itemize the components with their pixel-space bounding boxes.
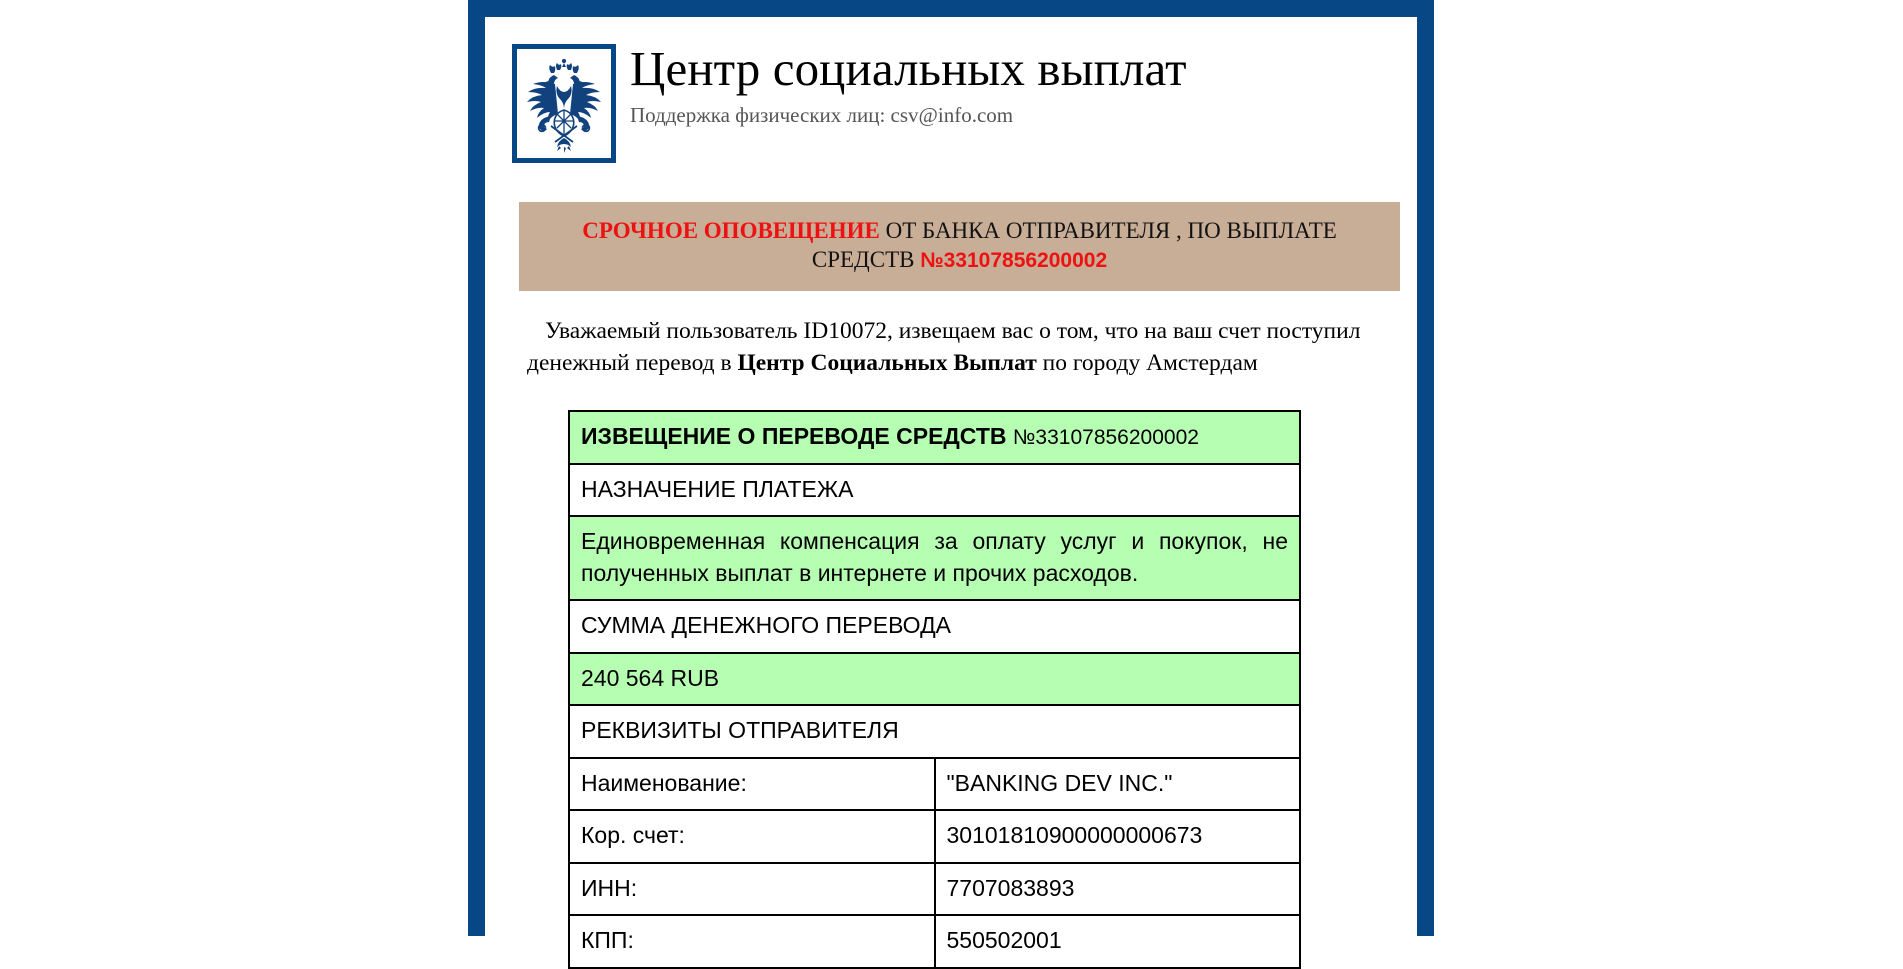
requisite-value-name: "BANKING DEV INC." xyxy=(935,758,1301,811)
table-row-amount-label xyxy=(569,600,1300,653)
table-row-requisites-label xyxy=(569,705,1300,758)
table-row xyxy=(569,810,1300,863)
alert-transfer-number: №33107856200002 xyxy=(920,249,1108,273)
requisite-value-corr-account: 30101810900000000673 xyxy=(935,810,1301,863)
amount-label-cell: СУММА ДЕНЕЖНОГО ПЕРЕВОДА xyxy=(569,600,1300,653)
document-body xyxy=(485,17,1417,954)
page-title: Центр социальных выплат xyxy=(630,41,1187,96)
purpose-label-cell: НАЗНАЧЕНИЕ ПЛАТЕЖА xyxy=(569,464,1300,517)
requisite-label-kpp: КПП: xyxy=(569,915,935,968)
intro-paragraph xyxy=(527,316,1379,379)
table-row-purpose-label xyxy=(569,464,1300,517)
double-headed-eagle-emblem xyxy=(512,44,616,163)
requisite-label-corr-account: Кор. счет: xyxy=(569,810,935,863)
urgent-alert-banner xyxy=(519,202,1400,291)
requisite-value-inn: 7707083893 xyxy=(935,863,1301,916)
masthead-text xyxy=(616,41,1417,129)
requisite-label-inn: ИНН: xyxy=(569,863,935,916)
document-frame xyxy=(468,0,1434,954)
notice-table-container xyxy=(485,410,1417,969)
purpose-value-cell: Единовременная компенсация за оплату услуг и покупок, не полученных выплат в интернете и прочих расходов. xyxy=(569,516,1300,600)
requisite-label-name: Наименование: xyxy=(569,758,935,811)
notice-header-cell xyxy=(569,411,1300,464)
table-row-purpose-value xyxy=(569,516,1300,600)
table-row xyxy=(569,915,1300,968)
requisite-value-kpp: 550502001 xyxy=(935,915,1301,968)
transfer-notice-table xyxy=(568,410,1301,969)
table-row-amount-value xyxy=(569,653,1300,706)
table-row xyxy=(569,758,1300,811)
notice-header-number: №33107856200002 xyxy=(1012,425,1199,449)
amount-value-cell: 240 564 RUB xyxy=(569,653,1300,706)
intro-text-part1: Уважаемый пользователь ID10072, извещаем вас о том, что на ваш счет поступил денежный перевод в xyxy=(527,318,1361,376)
alert-body-text: ОТ БАНКА ОТПРАВИТЕЛЯ , ПО ВЫПЛАТЕ СРЕДСТВ xyxy=(811,218,1337,273)
alert-urgent-label: СРОЧНОЕ ОПОВЕЩЕНИЕ xyxy=(582,218,880,243)
table-row-notice-header xyxy=(569,411,1300,464)
notice-header-title: ИЗВЕЩЕНИЕ О ПЕРЕВОДЕ СРЕДСТВ xyxy=(581,422,1007,449)
intro-emphasis: Центр Социальных Выплат xyxy=(737,349,1037,376)
masthead xyxy=(485,17,1417,163)
intro-text-part2: по городу Амстердам xyxy=(1036,349,1258,376)
table-row xyxy=(569,863,1300,916)
requisites-label-cell: РЕКВИЗИТЫ ОТПРАВИТЕЛЯ xyxy=(569,705,1300,758)
support-contact: Поддержка физических лиц: csv@info.com xyxy=(630,102,1014,127)
